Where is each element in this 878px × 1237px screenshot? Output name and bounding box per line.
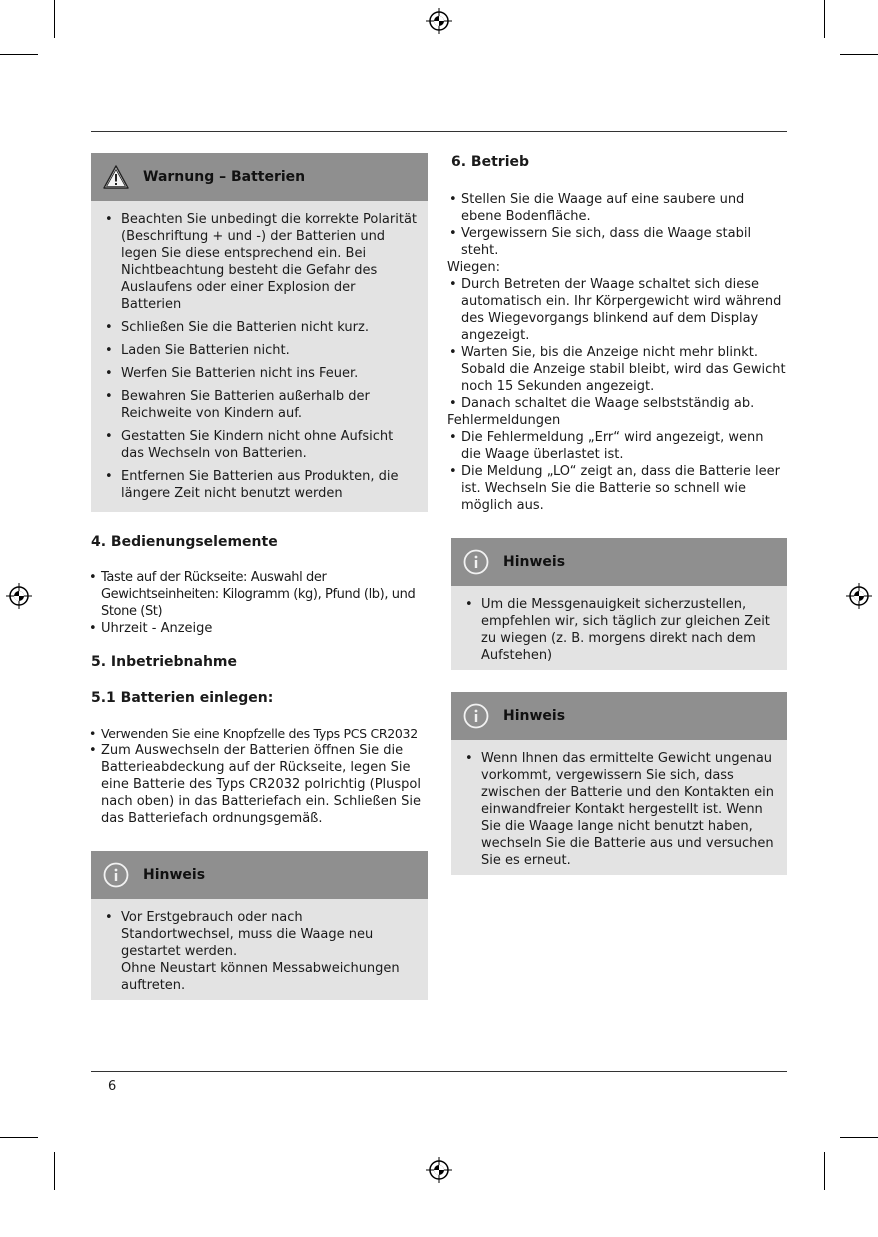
note-box-2 [451,538,787,670]
list-item: • Uhrzeit - Anzeige [87,620,428,637]
section-6-list-1 [447,191,787,259]
list-item: • Verwenden Sie eine Knopfzelle des Typs PCS CR2032 [87,725,428,742]
note-header [91,851,428,899]
warning-header [91,153,428,201]
note-3-list [461,750,777,869]
crop-mark [0,54,38,55]
list-item: • Stellen Sie die Waage auf eine saubere und ebene Bodenfläche. [447,191,787,225]
list-item: • Werfen Sie Batterien nicht ins Feuer. [101,365,418,382]
section-6-list-2 [447,276,787,412]
wiegen-label: Wiegen: [447,260,501,275]
crop-mark [840,1137,878,1138]
list-item: • Taste auf der Rückseite: Auswahl der Gewichtseinheiten: Kilogramm (kg), Pfund (lb), und Stone (St) [87,569,428,620]
list-item: • Laden Sie Batterien nicht. [101,342,418,359]
crop-mark [840,54,878,55]
list-item: • Die Meldung „LO“ zeigt an, dass die Batterie leer ist. Wechseln Sie die Batterie so schnell wie möglich aus. [447,463,787,514]
list-item: • Beachten Sie unbedingt die korrekte Polarität (Beschriftung + und -) der Batterien und legen Sie diese entsprechend ein. Bei Nichtbeachtung besteht die Gefahr des Auslaufens oder einer Explosion der Batterien [101,211,418,313]
crop-mark [824,0,825,38]
note-1-list [101,909,418,994]
crop-mark [54,1152,55,1190]
note-title: Hinweis [143,867,206,883]
list-item: • Warten Sie, bis die Anzeige nicht mehr blinkt. Sobald die Anzeige stabil bleibt, wird das Gewicht noch 15 Sekunden angezeigt. [447,344,787,395]
list-item: • Danach schaltet die Waage selbstständig ab. [447,395,787,412]
list-item: • Gestatten Sie Kindern nicht ohne Aufsicht das Wechseln von Batterien. [101,428,418,462]
note-title: Hinweis [503,554,566,570]
note-title: Hinweis [503,708,566,724]
list-item: • Durch Betreten der Waage schaltet sich diese automatisch ein. Ihr Körpergewicht wird während des Wiegevorgangs blinkend auf dem Display angezeigt. [447,276,787,344]
list-item: • Schließen Sie die Batterien nicht kurz. [101,319,418,336]
list-item: • Entfernen Sie Batterien aus Produkten, die längere Zeit nicht benutzt werden [101,468,418,502]
section-title-4: 4. Bedienungselemente [91,534,278,550]
warning-list [101,211,418,502]
list-item: • Um die Messgenauigkeit sicherzustellen, empfehlen wir, sich täglich zur gleichen Zeit zu wiegen (z. B. morgens direkt nach dem Aufstehen) [461,596,777,664]
section-6-list-3 [447,429,787,514]
list-item: • Bewahren Sie Batterien außerhalb der Reichweite von Kindern auf. [101,388,418,422]
list-item: • Vergewissern Sie sich, dass die Waage stabil steht. [447,225,787,259]
section-title-6: 6. Betrieb [451,154,530,170]
info-icon [463,549,489,575]
crop-mark [824,1152,825,1190]
left-column [91,153,428,1000]
warning-box [91,153,428,512]
note-1-line-2: Ohne Neustart können Messabweichungen auftreten. [121,961,400,993]
fehlermeldungen-label: Fehlermeldungen [447,413,561,428]
list-item: • Zum Auswechseln der Batterien öffnen Sie die Batterieabdeckung auf der Rückseite, legen Sie eine Batterie des Typs CR2032 polrichtig (Pluspol nach oben) in das Batteriefach ein. Schließen Sie das Batteriefach ordnungsgemäß. [87,742,428,827]
bottom-rule [91,1071,787,1072]
note-2-list [461,596,777,664]
crop-mark [0,1137,38,1138]
warning-title: Warnung – Batterien [143,169,306,185]
note-header [451,692,787,740]
note-box-3 [451,692,787,875]
registration-mark-icon [846,583,872,609]
page-number: 6 [108,1079,117,1094]
registration-mark-icon [6,583,32,609]
note-1-line-1: Vor Erstgebrauch oder nach Standortwechsel, muss die Waage neu gestartet werden. [121,910,374,959]
info-icon [463,703,489,729]
top-rule [91,131,787,132]
right-column [447,153,787,875]
list-item: • Die Fehlermeldung „Err“ wird angezeigt, wenn die Waage überlastet ist. [447,429,787,463]
registration-mark-icon [426,1157,452,1183]
section-title-5-1: 5.1 Batterien einlegen: [91,690,274,706]
warning-triangle-icon [103,164,129,190]
list-item: • Wenn Ihnen das ermittelte Gewicht ungenau vorkommt, vergewissern Sie sich, dass zwischen der Batterie und den Kontakten ein einwandfreier Kontakt hergestellt ist. Wenn Sie die Waage lange nicht benutzt haben, wechseln Sie die Batterie aus und versuchen Sie es erneut. [461,750,777,869]
info-icon [103,862,129,888]
crop-mark [54,0,55,38]
section-4-list [87,569,428,637]
section-title-5: 5. Inbetriebnahme [91,654,238,670]
registration-mark-icon [426,8,452,34]
note-box-1 [91,851,428,1000]
note-header [451,538,787,586]
list-item [101,909,418,994]
section-5-1-list [87,725,428,827]
